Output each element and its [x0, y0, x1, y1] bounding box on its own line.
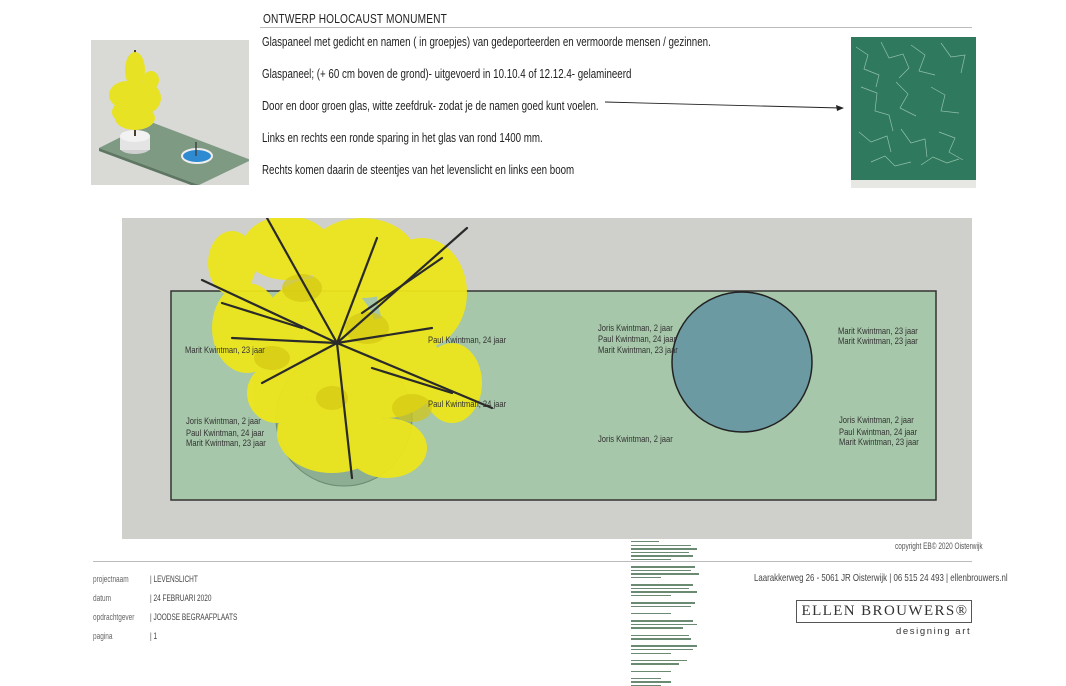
poem-line — [631, 660, 687, 661]
poem-line — [631, 645, 697, 646]
name-label: Paul Kwintman, 24 jaar — [186, 428, 265, 439]
copyright-note: copyright EB© 2020 Oisterwijk — [895, 541, 983, 551]
description-line-2: Glaspaneel; (+ 60 cm boven de grond)- uitgevoerd in 10.10.4 of 12.12.4- gelamineerd — [262, 67, 632, 81]
footer-divider — [93, 561, 972, 562]
poem-line — [631, 681, 671, 682]
name-label: Marit Kwintman, 23 jaar — [598, 345, 678, 356]
monument-3d-thumbnail — [91, 40, 249, 185]
monument-plan-view — [122, 218, 972, 539]
poem-line — [631, 638, 691, 639]
poem-line — [631, 613, 671, 614]
footer-label: datum — [93, 593, 112, 603]
poem-line — [631, 588, 689, 589]
poem-line — [631, 552, 689, 553]
footer-value: | 1 — [150, 631, 158, 641]
poem-line — [631, 663, 679, 664]
poem-line — [631, 591, 697, 592]
poem-line — [631, 627, 683, 628]
logo-name: ELLEN BROUWERS® — [801, 603, 969, 619]
poem-line — [631, 566, 695, 567]
name-label: Marit Kwintman, 23 jaar — [838, 336, 918, 347]
poem-line — [631, 570, 691, 571]
name-label: Marit Kwintman, 23 jaar — [186, 438, 266, 449]
contact-info: Laarakkerweg 26 - 5061 JR Oisterwijk | 06 515 24 493 | ellenbrouwers.nl — [754, 572, 1008, 584]
name-label: Marit Kwintman, 23 jaar — [838, 326, 918, 337]
poem-line — [631, 649, 693, 650]
poem-line — [631, 584, 693, 585]
description-line-4: Links en rechts een ronde sparing in het glas van rond 1400 mm. — [262, 131, 543, 145]
description-line-3: Door en door groen glas, witte zeefdruk- zodat je de namen goed kunt voelen. — [262, 99, 599, 113]
footer-value: | 24 FEBRUARI 2020 — [150, 593, 212, 603]
name-label: Paul Kwintman, 24 jaar — [428, 335, 507, 346]
pointer-arrow — [600, 98, 850, 114]
poem-line — [631, 545, 691, 546]
logo-tagline: designing art — [896, 626, 972, 637]
poem-line — [631, 555, 693, 556]
poem-line — [631, 653, 671, 654]
poem-line — [631, 624, 697, 625]
description-line-5: Rechts komen daarin de steentjes van het levenslicht en links een boom — [262, 163, 575, 177]
title-divider — [260, 27, 972, 28]
poem-line — [631, 671, 671, 672]
footer-label: pagina — [93, 631, 113, 641]
description-line-1: Glaspaneel met gedicht en namen ( in groepjes) van gedeporteerden en vermoorde mensen / gezinnen. — [262, 35, 711, 49]
name-label: Joris Kwintman, 2 jaar — [598, 434, 673, 445]
poem-line — [631, 635, 689, 636]
poem-line — [631, 573, 699, 574]
green-glass-sample-photo — [851, 37, 976, 188]
poem-line — [631, 548, 697, 549]
footer-label: projectnaam — [93, 574, 129, 584]
poem-line — [631, 577, 661, 578]
poem-line — [631, 541, 659, 542]
name-label: Paul Kwintman, 24 jaar — [598, 334, 677, 345]
poem-line — [631, 602, 695, 603]
name-label: Joris Kwintman, 2 jaar — [839, 415, 914, 426]
footer-label: opdrachtgever — [93, 612, 135, 622]
poem-line — [631, 606, 691, 607]
name-label: Marit Kwintman, 23 jaar — [185, 345, 265, 356]
poem-line — [631, 678, 661, 679]
footer-value: | LEVENSLICHT — [150, 574, 198, 584]
poem-line — [631, 595, 671, 596]
name-label: Paul Kwintman, 24 jaar — [428, 399, 507, 410]
brand-logo — [796, 600, 972, 623]
name-label: Paul Kwintman, 24 jaar — [839, 427, 918, 438]
name-label: Joris Kwintman, 2 jaar — [186, 416, 261, 427]
name-label: Joris Kwintman, 2 jaar — [598, 323, 673, 334]
name-label: Marit Kwintman, 23 jaar — [839, 437, 919, 448]
page-title: ONTWERP HOLOCAUST MONUMENT — [263, 11, 447, 26]
poem-line — [631, 620, 693, 621]
footer-value: | JOODSE BEGRAAFPLAATS — [150, 612, 238, 622]
